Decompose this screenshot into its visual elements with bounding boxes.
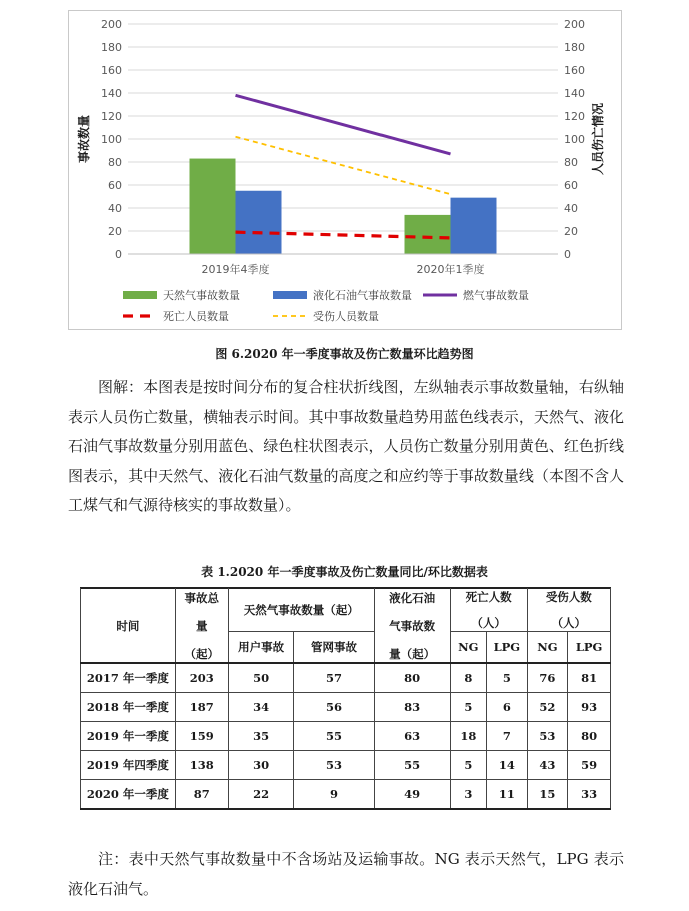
table-caption: 表 1.2020 年一季度事故及伤亡数量同比/环比数据表: [201, 565, 488, 579]
cell-total: 87: [175, 780, 228, 810]
line-gas-accidents: [236, 95, 451, 154]
cell-injury-ng: 43: [527, 751, 568, 780]
left-tick-label: 80: [108, 156, 122, 169]
cell-ng-pipe: 53: [294, 751, 374, 780]
right-tick-label: 140: [564, 87, 585, 100]
cell-injury-lpg: 93: [568, 693, 611, 722]
cell-death-lpg: 14: [487, 751, 528, 780]
table-note: 注：表中天然气事故数量中不含场站及运输事故。NG 表示天然气，LPG 表示液化石油气。: [68, 850, 624, 898]
cell-total: 187: [175, 693, 228, 722]
explanation-paragraph: 图解：本图表是按时间分布的复合柱状折线图，左纵轴表示事故数量轴，右纵轴表示人员伤亡数量，横轴表示时间。其中事故数量趋势用蓝色线表示，天然气、液化石油气事故数量分别用蓝色、绿色柱状图表示，人员伤亡数量分别用黄色、红色折线图表示，其中天然气、液化石油气数量的高度之和应约等于事故数量线（本图不含人工煤气和气源待核实的事故数量）。: [68, 378, 624, 514]
cell-ng-user: 50: [228, 663, 294, 693]
cell-death-ng: 3: [450, 780, 486, 810]
cell-lpg: 55: [374, 751, 450, 780]
left-tick-label: 200: [101, 18, 122, 31]
cell-lpg: 63: [374, 722, 450, 751]
legend-natural-gas-swatch: [123, 291, 157, 299]
cell-ng-user: 35: [228, 722, 294, 751]
left-tick-label: 0: [115, 248, 122, 261]
header-total-line1: 事故总: [184, 590, 220, 605]
cell-injury-lpg: 81: [568, 663, 611, 693]
cell-ng-user: 30: [228, 751, 294, 780]
cell-death-ng: 8: [450, 663, 486, 693]
header-lpg: [374, 588, 450, 663]
cell-lpg: 49: [374, 780, 450, 810]
cell-time: 2017 年一季度: [81, 663, 176, 693]
cell-ng-pipe: 9: [294, 780, 374, 810]
table-row: [81, 722, 611, 751]
header-total-line3: （起）: [184, 646, 220, 661]
cell-death-ng: 5: [450, 693, 486, 722]
left-tick-label: 140: [101, 87, 122, 100]
header-lpg-line2: 气事故数: [389, 618, 436, 633]
cell-injury-ng: 76: [527, 663, 568, 693]
right-tick-label: 100: [564, 133, 585, 146]
right-tick-label: 20: [564, 225, 578, 238]
left-axis-title: 事故数量: [77, 114, 91, 164]
legend-injuries-label: 受伤人员数量: [313, 310, 379, 323]
header-injury-ng: NG: [527, 632, 568, 664]
cell-injury-ng: 15: [527, 780, 568, 810]
cell-injury-ng: 53: [527, 722, 568, 751]
cell-total: 138: [175, 751, 228, 780]
header-total-line2: 量: [196, 618, 208, 633]
cell-death-lpg: 5: [487, 663, 528, 693]
right-tick-label: 180: [564, 41, 585, 54]
header-death-line1: 死亡人数: [465, 590, 512, 604]
cell-ng-user: 34: [228, 693, 294, 722]
header-lpg-line3: 量（起）: [389, 646, 436, 661]
right-tick-label: 160: [564, 64, 585, 77]
cell-death-ng: 18: [450, 722, 486, 751]
header-death-ng: NG: [450, 632, 486, 664]
legend-lpg-swatch: [273, 291, 307, 299]
left-tick-label: 20: [108, 225, 122, 238]
right-axis-title: 人员伤亡情况: [591, 102, 605, 176]
header-death: [450, 588, 527, 632]
cell-death-lpg: 7: [487, 722, 528, 751]
header-injury-line2: （人）: [551, 616, 587, 630]
header-ng-group: 天然气事故数量（起）: [228, 588, 374, 632]
right-tick-label: 60: [564, 179, 578, 192]
category-label: 2020年1季度: [416, 263, 485, 276]
cell-total: 203: [175, 663, 228, 693]
accident-trend-chart: [68, 10, 622, 330]
cell-ng-pipe: 57: [294, 663, 374, 693]
figure-caption: 图 6.2020 年一季度事故及伤亡数量环比趋势图: [215, 347, 474, 361]
left-tick-label: 180: [101, 41, 122, 54]
cell-injury-lpg: 59: [568, 751, 611, 780]
cell-injury-lpg: 33: [568, 780, 611, 810]
cell-time: 2018 年一季度: [81, 693, 176, 722]
legend-lpg-label: 液化石油气事故数量: [313, 289, 412, 302]
header-death-lpg: LPG: [487, 632, 528, 664]
right-tick-label: 120: [564, 110, 585, 123]
left-tick-label: 120: [101, 110, 122, 123]
table-row: [81, 751, 611, 780]
cell-time: 2019 年四季度: [81, 751, 176, 780]
legend-natural-gas-label: 天然气事故数量: [163, 289, 240, 302]
header-ng-user: 用户事故: [228, 632, 294, 664]
cell-death-lpg: 11: [487, 780, 528, 810]
bar-lpg: [236, 191, 282, 254]
legend-deaths-label: 死亡人员数量: [163, 310, 229, 323]
table-row: [81, 780, 611, 810]
left-tick-label: 40: [108, 202, 122, 215]
left-tick-label: 160: [101, 64, 122, 77]
table-row: [81, 693, 611, 722]
right-tick-label: 40: [564, 202, 578, 215]
right-tick-label: 200: [564, 18, 585, 31]
bar-lpg: [451, 198, 497, 254]
cell-total: 159: [175, 722, 228, 751]
cell-injury-lpg: 80: [568, 722, 611, 751]
header-injury: [527, 588, 610, 632]
legend-gas-accidents-label: 燃气事故数量: [463, 289, 529, 302]
cell-ng-pipe: 56: [294, 693, 374, 722]
cell-ng-user: 22: [228, 780, 294, 810]
cell-injury-ng: 52: [527, 693, 568, 722]
bar-natural-gas: [190, 159, 236, 254]
cell-death-lpg: 6: [487, 693, 528, 722]
left-tick-label: 100: [101, 133, 122, 146]
cell-time: 2019 年一季度: [81, 722, 176, 751]
right-tick-label: 0: [564, 248, 571, 261]
header-total: [175, 588, 228, 663]
accident-data-table: [80, 587, 611, 810]
cell-time: 2020 年一季度: [81, 780, 176, 810]
left-tick-label: 60: [108, 179, 122, 192]
cell-lpg: 83: [374, 693, 450, 722]
header-lpg-line1: 液化石油: [389, 590, 436, 605]
category-label: 2019年4季度: [201, 263, 270, 276]
right-tick-label: 80: [564, 156, 578, 169]
cell-death-ng: 5: [450, 751, 486, 780]
header-time: 时间: [81, 588, 176, 663]
table-row: [81, 663, 611, 693]
header-ng-pipe: 管网事故: [294, 632, 374, 664]
header-death-line2: （人）: [471, 616, 506, 630]
cell-lpg: 80: [374, 663, 450, 693]
cell-ng-pipe: 55: [294, 722, 374, 751]
bar-natural-gas: [405, 215, 451, 254]
header-injury-lpg: LPG: [568, 632, 611, 664]
header-injury-line1: 受伤人数: [545, 590, 592, 604]
